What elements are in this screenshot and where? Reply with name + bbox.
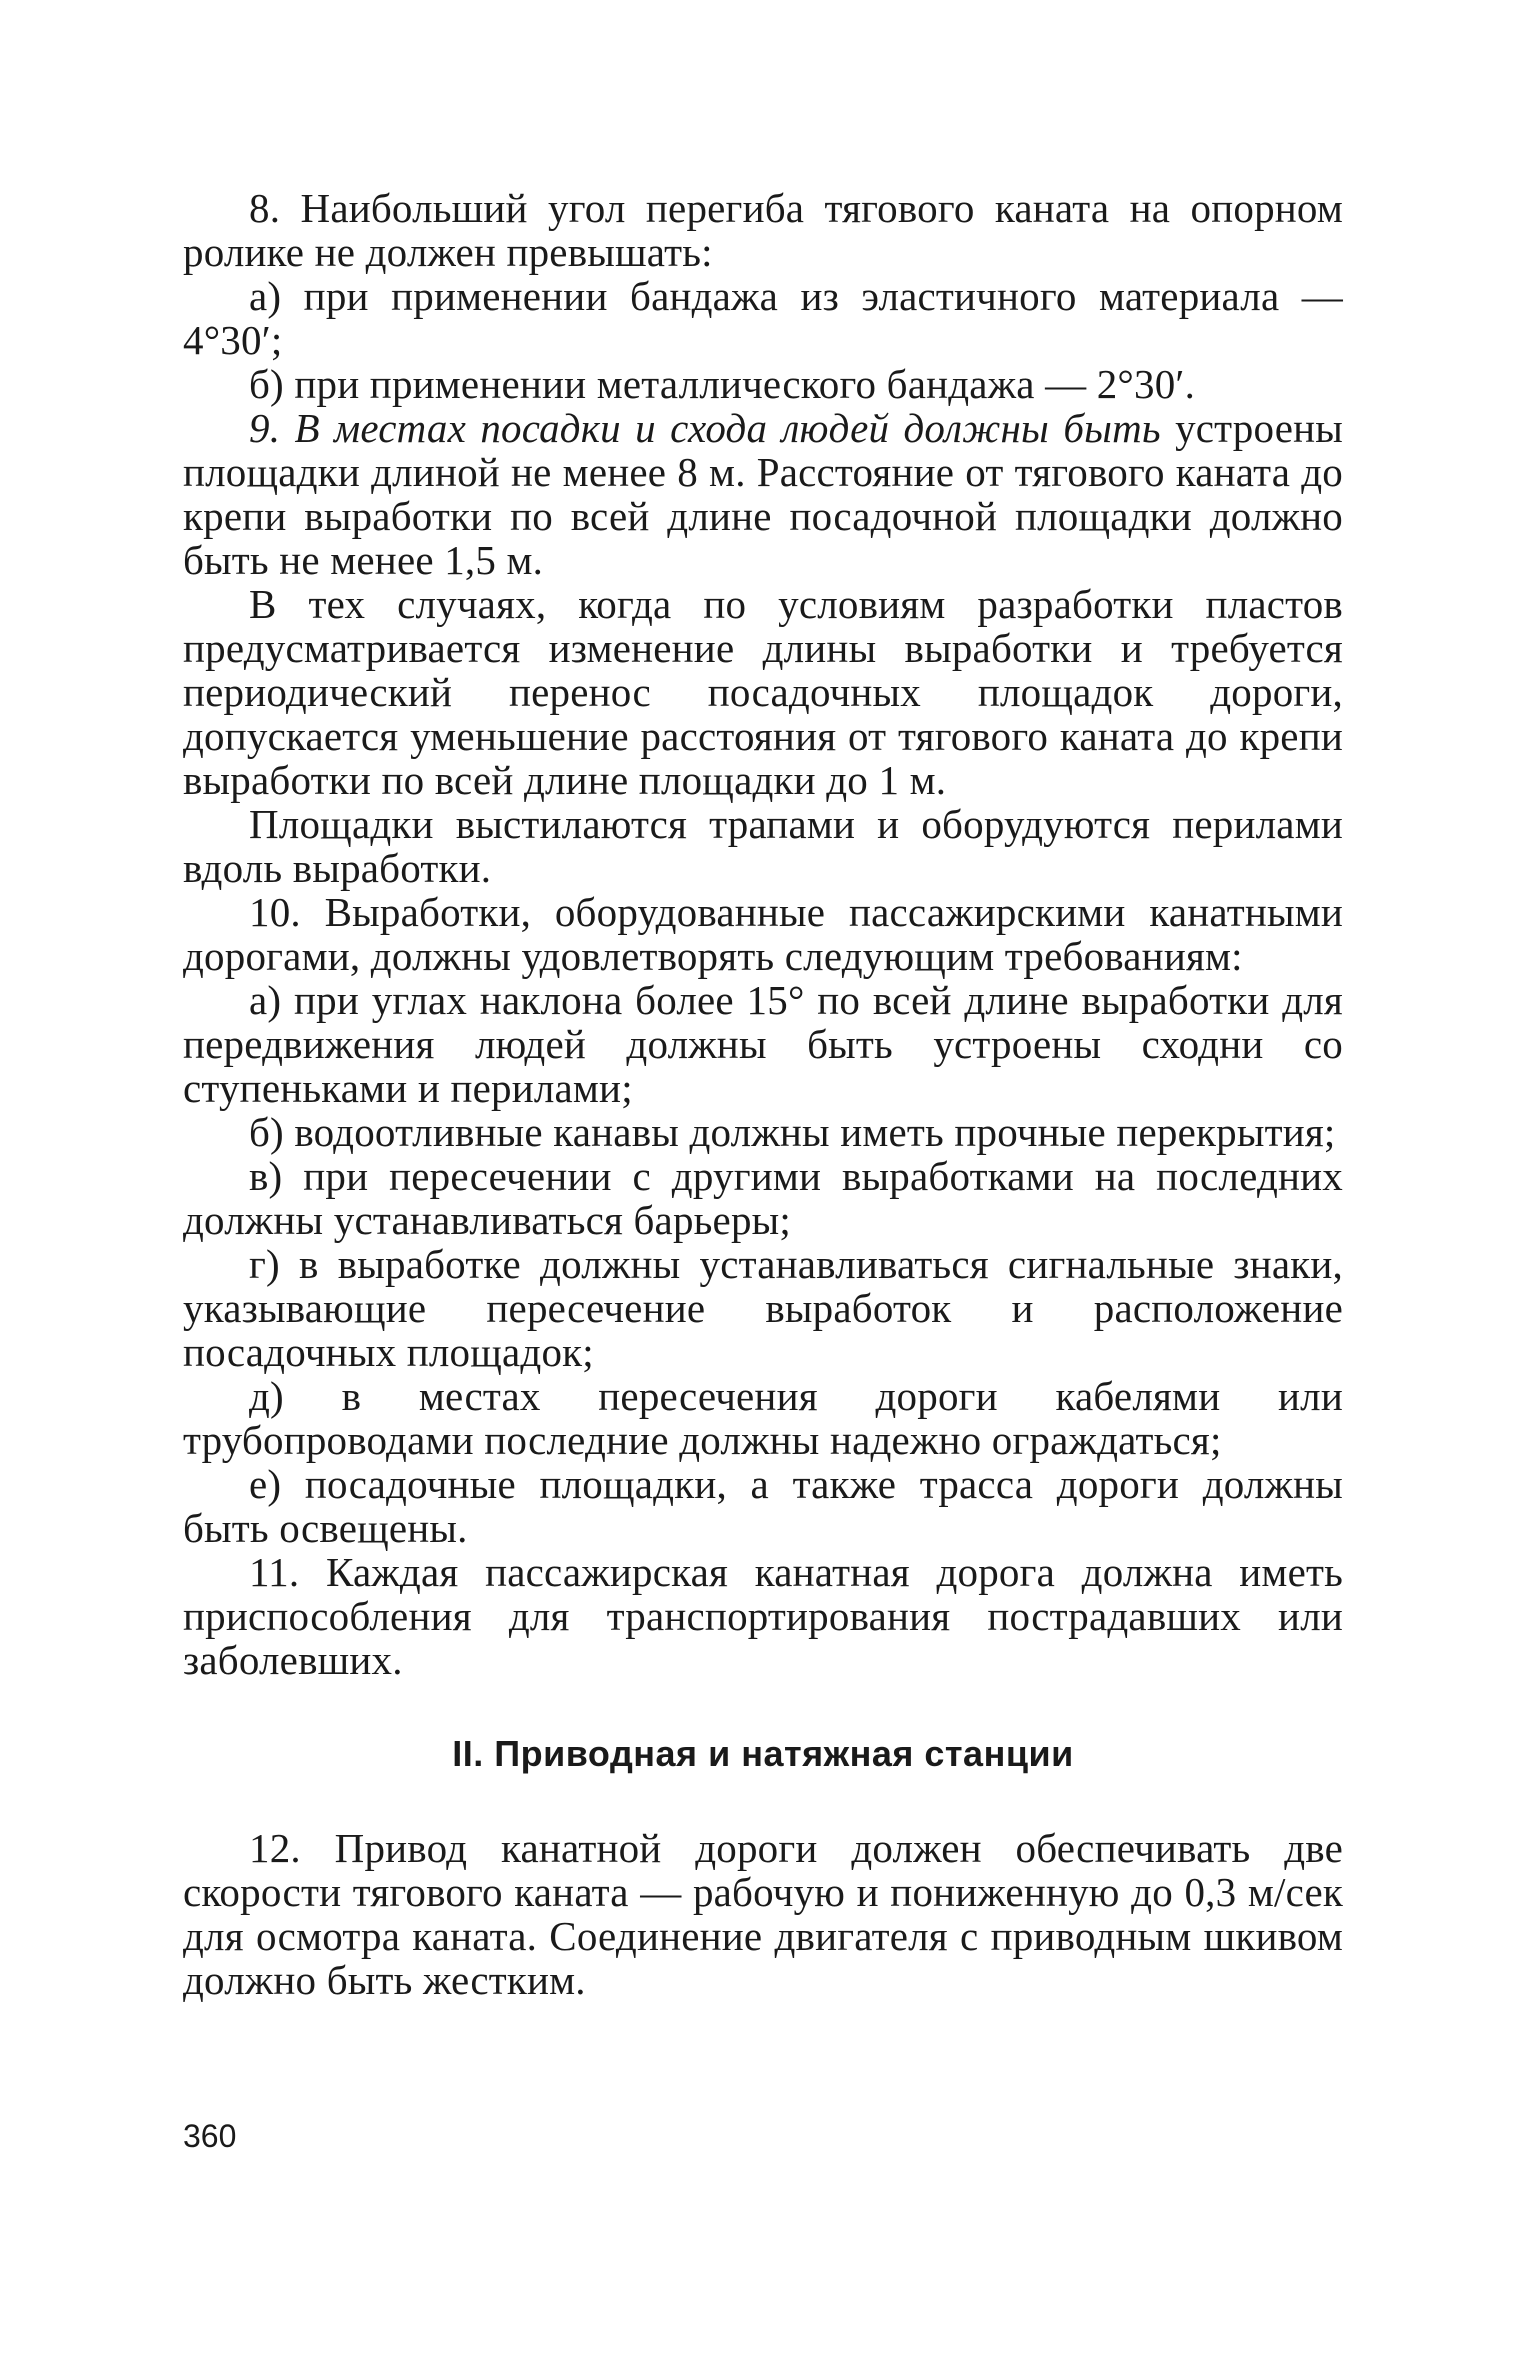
paragraph-10a: а) при углах наклона более 15° по всей длине выработки для передвижения людей должны быть устроены сходни со ступеньками и перилами; xyxy=(183,977,1343,1111)
paragraph-10b: б) водоотливные канавы должны иметь прочные перекрытия; xyxy=(249,1109,1336,1155)
paragraph-9-rest: устроены площадки длиной не менее 8 м. Расстояние от тягового каната до крепи выработки по всей длине посадочной площадки должно быть не менее 1,5 м. xyxy=(183,405,1343,583)
paragraph-10f: е) посадочные площадки, а также трасса дороги должны быть освещены. xyxy=(183,1461,1343,1551)
paragraph-8a: а) при применении бандажа из эластичного материала —4°30′; xyxy=(183,273,1343,363)
paragraph-10d: г) в выработке должны устанавливаться сигнальные знаки, указывающие пересечение выработок и расположение посадочных площадок; xyxy=(183,1241,1343,1375)
page-body xyxy=(183,186,1343,2002)
paragraph-12: 12. Привод канатной дороги должен обеспечивать две скорости тягового каната — рабочую и пониженную до 0,3 м/сек для осмотра каната. Соединение двигателя с приводным шкивом должно быть жестким. xyxy=(183,1825,1343,2003)
paragraph-8: 8. Наибольший угол перегиба тягового каната на опорном ролике не должен превышать: xyxy=(183,185,1343,275)
paragraph-11: 11. Каждая пассажирская канатная дорога должна иметь приспособления для транспортирования пострадавших или заболевших. xyxy=(183,1549,1343,1683)
paragraph-9-italic: 9. В местах посадки и схода людей должны быть xyxy=(249,405,1161,451)
page-number: 360 xyxy=(183,2118,237,2154)
paragraph-10e: д) в местах пересечения дороги кабелями или трубопроводами последние должны надежно ограждаться; xyxy=(183,1373,1343,1463)
section-heading: II. Приводная и натяжная станции xyxy=(452,1733,1074,1774)
paragraph-9-note: В тех случаях, когда по условиям разработки пластов предусматривается изменение длины выработки и требуется периодический перенос посадочных площадок дороги, допускается уменьшение расстояния от тягового каната до крепи выработки по всей длине площадки до 1 м. xyxy=(183,581,1343,803)
paragraph-10c: в) при пересечении с другими выработками на последних должны устанавливаться барьеры; xyxy=(183,1153,1343,1243)
paragraph-10: 10. Выработки, оборудованные пассажирскими канатными дорогами, должны удовлетворять следующим требованиям: xyxy=(183,889,1343,979)
paragraph-9-platforms: Площадки выстилаются трапами и оборудуются перилами вдоль выработки. xyxy=(183,801,1343,891)
paragraph-9 xyxy=(183,406,1343,582)
paragraph-8b: б) при применении металлического бандажа — 2°30′. xyxy=(249,361,1196,407)
